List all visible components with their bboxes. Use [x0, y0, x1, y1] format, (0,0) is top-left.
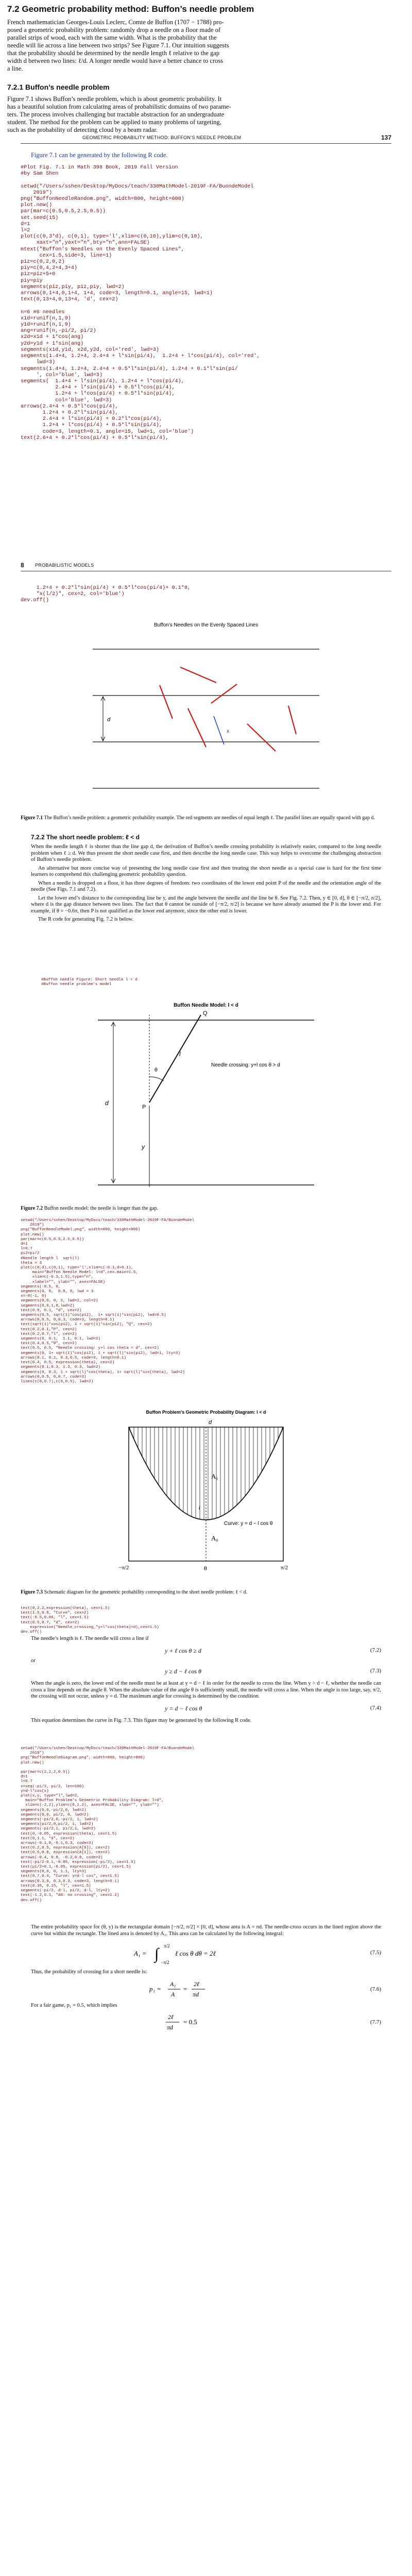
figure-7-3: [103, 1406, 309, 1577]
equation-7-7-den: πd: [167, 2024, 174, 2031]
code-line: x2d=x1d + 1*cos(ang): [21, 334, 84, 341]
fig73-pi-label: π/2: [281, 1565, 288, 1571]
code-line: segments(0.1,0.3, 1.3, 0.3, lwd=2): [21, 1365, 100, 1370]
fig71-needles: [160, 667, 296, 751]
code-line: xlim=c(-2,2),ylim=c(0,1.2), axes=FALSE, xlab="", ylab=""): [21, 1803, 159, 1808]
code-line: text(-pi/2-0.1,-0.05, expression(-pi/2), cex=1.5): [21, 1860, 136, 1865]
intro-line: needle will lie across a line between two strips? See Figure 7.1. Our intuition suggests: [7, 42, 229, 49]
code-line: segments(1.4+4, 1.2+4, 2.4+4 + 0.5*l*sin(pi/4), 1.2+4 + 0.1*l*sin(pi/: [21, 366, 238, 372]
code-line: y2d=y1d + 1*sin(ang): [21, 341, 84, 347]
code-line: l=2: [21, 228, 30, 234]
running-header-2-title: PROBABILISTIC MODELS: [35, 563, 94, 568]
code-line: text(-1.2,0.1, "A0: no crossing", cex=1.2): [21, 1893, 119, 1898]
figure-7-3-caption: [21, 1589, 391, 1596]
code-line: text(-0.5,0.06, "l", cex=1.5): [21, 1616, 89, 1620]
figure-7-2-caption-label: Figure 7.2: [21, 1206, 43, 1211]
equation-7-5-lower: −π/2: [161, 1960, 169, 1965]
code-line: text(0,1.1, "d", cex=2): [21, 1836, 75, 1841]
running-header-page: 137: [381, 134, 391, 141]
section-7-2-1-line: such as the probability of detecting cloud by a beam radar.: [7, 126, 158, 133]
fig71-needle-5: [247, 724, 276, 751]
code-line: cex=1.5,side=3, line=1): [21, 252, 112, 259]
code-line: piz=c(0,2,0,2): [21, 259, 65, 265]
code-line: 2019"): [21, 1751, 44, 1756]
code-line: plot(c(0,3*d), c(0,1), type='l',xlim=c(0,10),ylim=c(0,10),: [21, 234, 203, 240]
code-line: setwd("/Users/sshen/Desktop/MyDocs/teach/330MathModel-2019F-FA/BuondeModel: [21, 183, 254, 190]
code-line: #Buffon needle Figure: Short needle l < d: [41, 978, 138, 982]
section-7-2-2-paras: [31, 844, 381, 923]
section-7-2-1-line: student. The method for the problem can be applied to many problems of targeting,: [7, 118, 221, 126]
code-line: set.seed(15): [21, 215, 59, 221]
figure-7-2-caption-text: Buffon needle model: the needle is longer than the gap.: [44, 1206, 159, 1211]
curve-determines-paragraph: This equation determines the curve in Fig. 7.3. This figure may be generated by the following R code.: [31, 1717, 252, 1723]
equation-7-6-eq: =: [183, 1985, 187, 1993]
fig72-q-label: Q: [203, 1010, 208, 1016]
fig71-generated-sentence: [31, 151, 381, 159]
figure-7-2-caption: [21, 1206, 391, 1212]
section-7-2-1-line: has a beautiful solution from calculating areas of probabilistic domains of two parame-: [7, 103, 231, 110]
equation-7-5-number: (7.5): [370, 1950, 381, 1956]
code-line: segments(0,0, 0, 1.1, lty=3): [21, 1870, 87, 1874]
code-line: x=seq(-pi/2, pi/2, len=100): [21, 1784, 84, 1789]
code-line: arrows(0.1, 0.1, 0.3,0.5, code=3, length=0.1): [21, 1355, 127, 1360]
code-line: "x(l/2)", cex=2, col='blue'): [21, 591, 125, 598]
equation-7-6-den2: πd: [193, 1990, 199, 1998]
code-line: main="Buffon Needle Model: l<d",cex.main=1.5,: [21, 1270, 138, 1275]
intro-line: parallel strips of wood, each with the same width. What is the probability that the: [7, 34, 217, 41]
figure-7-1-caption: [21, 815, 391, 821]
code-line: text(pi/2+0.1,-0.05, expression(pi/2), cex=1.5): [21, 1865, 131, 1870]
code-line: d=1: [21, 1242, 28, 1247]
equation-7-6-number: (7.6): [370, 1986, 381, 1992]
fig72-needle: [149, 1015, 201, 1103]
code-line: segments(0,5, sqrt(1)*cos(pi2), 1+ sqrt(1)*sin(pi2), lwd=0.5): [21, 1313, 166, 1318]
code-line: segments(0, 1+ sqrt(1)*cos(pi2), 1 + sqrt(l)*sin(pi2), lwd=1, lty=3): [21, 1351, 180, 1355]
fig71-needle-2: [180, 667, 216, 683]
section-7-2-1-line: Figure 7.1 shows Buffon’s needle problem, which is about geometric probability. It: [7, 95, 222, 103]
fig72-theta-arc: [149, 1077, 164, 1081]
code-line: par(mar=c(0.5,0.5,2.5,0.5)): [21, 209, 106, 215]
equation-7-7: [31, 2012, 381, 2032]
code-line: piy=c(0,4,2+4,3+4): [21, 265, 78, 272]
equation-7-7-rhs: = 0.5: [183, 2018, 197, 2026]
fig71-needle-3: [188, 708, 206, 747]
code-line: text(2.6+4 + 0.2*l*cos(pi/4) + 0.5*l*sin(pi/4),: [21, 435, 169, 441]
fig72-y-label: y: [142, 1143, 145, 1150]
code-line: plot.new(): [21, 202, 53, 209]
code-line: #Needle length l sqrt(l): [21, 1256, 79, 1261]
code-line: segments(-0.5, 0,: [21, 1284, 61, 1289]
code-line: segments(x1d,y1d, x2d,y2d, col='red', lwd=3): [21, 347, 159, 353]
code-line: 1.2+4 + 0.2*l*sin(pi/4) + 0.5*l*cos(pi/4)+ 0.1*8,: [21, 585, 191, 591]
equation-7-2-body: y + ℓ cos θ ≥ d: [165, 1647, 201, 1654]
fig71-needle-4: [211, 684, 237, 703]
code-line: text(0.5,0.7, "d", cex=2): [21, 1620, 79, 1625]
code-line: l=0.7: [21, 1247, 32, 1251]
figure-7-2: [82, 999, 330, 1195]
code-line: 2019"): [21, 190, 53, 196]
code-line: arrows(0.3,0, 0.3,0.3, code=3, length=0.1): [21, 1879, 119, 1884]
fig71-ref[interactable]: Figure 7.1 can be generated by the following R code.: [31, 151, 168, 159]
equation-7-7-num: 2ℓ: [168, 2013, 174, 2021]
section-7-2-2-paragraph: When a needle is dropped on a floor, it has three degrees of freedom: two coordinates of the lower end point P of the needle and the orientation angle of the needle (See Figs. 7.1 and 7.2).: [31, 880, 381, 892]
intro-line: French mathematician Georges-Louis Leclerc, Comte de Buffon (1707 − 1788) pro-: [7, 19, 224, 26]
equation-7-7-number: (7.7): [370, 2019, 381, 2025]
intro-line: width d between two lines: ℓ/d. A longer needle would have a better chance to cross: [7, 57, 224, 64]
code-line: text(0.9, 0.1, "d", cex=2): [21, 1308, 82, 1313]
running-header-2: [21, 562, 391, 571]
code-line: segments(piz,piy, piz,piy, lwd=2): [21, 284, 125, 290]
code-line: xlim=c(-0.3,1.5),type="n",: [21, 1275, 94, 1280]
section-7-2-1-line: ters. The process involves challenging but tractable abstraction for an undergraduate: [7, 111, 225, 118]
equation-7-6-lhs: p₁ =: [149, 1985, 162, 1993]
code-line: x=-0(-1, 0): [21, 1294, 47, 1299]
figure-7-1-plot: [82, 618, 330, 804]
code-line: segments(0,0, pi/2, 0, lwd=2): [21, 1812, 89, 1817]
intro-line: a line.: [7, 65, 23, 72]
code-line: ang=runif(n,-pi/2, pi/2): [21, 328, 96, 334]
code-line: text(0.35, 0.15, "l", cex=1.5): [21, 1884, 91, 1888]
code-line: segments(pi/2,0,pi/2, 1, lwd=2): [21, 1822, 94, 1827]
equation-7-6-den1: A: [171, 1990, 175, 1998]
code-line: segments(0, 0, 0.8, 0, lwd = 3: [21, 1290, 94, 1294]
code-line: theta = 3: [21, 1261, 42, 1265]
code-line: text(0,-0.05, expression(theta), cex=1.5): [21, 1832, 117, 1836]
code-line: segments(-pi/2,1, pi/2,1, lwd=2): [21, 1827, 96, 1832]
code-line: #by Sam Shen: [21, 171, 59, 177]
code-line: arrows(0,0.5, 0,0.3, code=3, length=0.1): [21, 1318, 115, 1323]
code-line: segments(0,0,1,0,lwd=2): [21, 1303, 75, 1308]
code-line: plot.new(): [21, 1760, 44, 1765]
code-line: code=3, length=0.1, angle=15, lwd=1, col='blue'): [21, 429, 194, 435]
fig73-a0-label: A₀: [211, 1534, 218, 1542]
section-7-2-2-paragraph: When the needle length ℓ is shorter than the line gap d, the derivation of Buffon’s needle crossing probability is relatively easier, compared to the long needle problem when ℓ ≥ d. We thus present the short needle case first, and then describe the long needle case. This way helps to overcome the challenging abstraction of Buffon’s needle problem.: [31, 844, 381, 862]
figure-7-1-caption-text: The Buffon’s needle problem: a geometric probability example. The red segments are needles of equal length ℓ. The parallel lines are equally spaced with gap d.: [44, 815, 375, 821]
or-word: or: [31, 1657, 36, 1664]
code-line: text(0,13+4,0,13+4, 'd', cex=2): [21, 297, 118, 303]
fig71-needle-6: [288, 706, 296, 734]
code-block-fig71-end: [21, 585, 391, 604]
fig71-blue-marker: [214, 716, 229, 744]
fig71-x-label: x: [227, 728, 229, 734]
code-line: segments(0, 0.3, 1 + sqrt(l)*cos(theta), 1+ sqrt(l)*sin(theta), lwd=2): [21, 1370, 185, 1375]
fair-game-sentence: For a fair game, p₁ = 0.5, which implies: [31, 2002, 117, 2008]
code-line: par(mar=c(2,2,2,0.5)): [21, 1770, 70, 1775]
code-line: setwd("/Users/sshen/Desktop/MyDocs/teach/330MathModel-2019F-FA/BuondeModel: [21, 1747, 195, 1751]
equation-7-5-lhs: A₁ =: [134, 1950, 147, 1957]
section-7-2-2-paragraph: The R code for generating Fig. 7.2 is below.: [38, 917, 134, 922]
code-line: main="Buffon Problem's Geometric Probability Diagram: l<d",: [21, 1799, 164, 1803]
code-line: 1.2+4 + l*cos(pi/4) + 0.5*l*sin(pi/4),: [21, 391, 175, 397]
code-line: dev.off(): [21, 1630, 42, 1635]
code-line: text(1.5,0.8, "Curve", cex=2): [21, 1611, 89, 1616]
code-line: text(sqrt(1)*cos(pi2), 1 + sqrt(1)*sin(pi2), "Q", cex=2): [21, 1323, 152, 1327]
equation-7-2-number: (7.2): [370, 1647, 381, 1653]
running-header-2-page: 8: [21, 562, 24, 569]
code-line: arrows(-0.4, 0.8, -0.2,0.8, code=3): [21, 1855, 103, 1860]
code-line: text(0.7,0.4, "Curve: y=d-l cos", cex=1.5): [21, 1874, 119, 1879]
equation-7-5-integral: ∫: [154, 1945, 159, 1962]
fig71-plot-title: Buffon’s Needles on the Evenly Spaced Lines: [154, 622, 258, 628]
section-7-2-2-title: 7.2.2 The short needle problem: ℓ < d: [31, 834, 140, 841]
fig72-l-label: l: [179, 1050, 181, 1058]
code-line: xlabel="", ylab="", axes=FALSE): [21, 1280, 106, 1284]
code-line: arrows(2.4+4 + 0.5*l*cos(pi/4),: [21, 403, 118, 410]
code-line: text(0,2.2,expression(theta), cex=1.5): [21, 1606, 110, 1611]
code-line: 1.2+4 + l*cos(pi/4) + 0.5*l*sin(pi/4),: [21, 422, 163, 429]
code-block-fig71: [21, 165, 391, 442]
code-line: arrows(0,1+4,0,1+4, 1+4, code=3, length=0.1, angle=15, lwd=1): [21, 291, 213, 297]
equation-7-6-num2: 2ℓ: [194, 1980, 199, 1988]
fig71-needle-1: [160, 685, 173, 719]
equation-7-5-upper: π/2: [164, 1943, 170, 1948]
running-header-title: GEOMETRIC PROBABILITY METHOD: BUFFON’S NEEDLE PROBLEM: [82, 135, 242, 140]
equation-7-5-integrand: ℓ cos θ dθ = 2ℓ: [175, 1950, 216, 1957]
fig71-blue-segment: [214, 716, 224, 744]
code-line: segments(0, 0.1, 1.1, 0.1, lwd=2): [21, 1337, 100, 1342]
needle-length-sentence: The needle’s length is ℓ. The needle will cross a line if: [31, 1636, 149, 1641]
code-line: plot(x,y, type="l",lwd=2,: [21, 1794, 79, 1799]
code-line: dev.off(): [21, 1898, 42, 1903]
code-line: y1d=runif(n,1,9): [21, 322, 71, 328]
code-line: text(0.2,0.7,"l", cex=2): [21, 1332, 77, 1336]
code-line: mtext("Buffon's Needles on the Evenly Spaced Lines",: [21, 246, 184, 252]
equation-7-3: [31, 1666, 381, 1677]
code-line: segments(-pi/2, d-l, pi/2, d-l, lty=2): [21, 1889, 110, 1893]
fig71-gap-arrow: [101, 697, 111, 741]
equation-7-7-graphic: [165, 2012, 227, 2032]
code-line: expression("Needle_crossing_"y+l*cos(theta)>d),cex=1.5): [21, 1625, 159, 1630]
fig72-plot-title: Buffon Needle Model: l < d: [174, 1003, 238, 1008]
figure-7-3-caption-label: Figure 7.3: [21, 1589, 43, 1595]
code-line: 2.4+4 + l*sin(pi/4) + 0.5*l*cos(pi/4),: [21, 385, 175, 391]
equation-7-3-number: (7.3): [370, 1668, 381, 1674]
code-line: text(0.5, 0.5, "Needle crossing: y+l cos theta > d", cex=2): [21, 1346, 159, 1351]
code-line: piy=piy: [21, 278, 43, 284]
equation-7-4-number: (7.4): [370, 1704, 381, 1711]
section-7-2-intro: [7, 19, 405, 73]
code-line: lwd=3): [21, 360, 56, 366]
fig73-theta-axis-label: θ: [204, 1565, 207, 1572]
fig72-d-label: d: [105, 1099, 109, 1107]
section-7-2-2-continued: [31, 1636, 381, 1724]
code-line: arrows(0,0.5, 0,0.7, code=3): [21, 1375, 87, 1379]
code-line: col='blue', lwd=3): [21, 397, 112, 403]
code-line: setwd("/Users/sshen/Desktop/MyDocs/teach/330MathModel-2019F-FA/BuondeModel: [21, 1218, 195, 1223]
code-line: png("BuffonNeedleRandom.png", width=800, height=600): [21, 196, 184, 202]
figure-7-2-plot: [82, 999, 330, 1195]
figure-7-3-caption-text: Schematic diagram for the geometric probability corresponding to the short needle problem: ℓ < d.: [44, 1589, 248, 1595]
section-7-2-2-final: [31, 1924, 381, 2032]
fig72-p-label: P: [142, 1104, 146, 1110]
equation-7-4-body: y = d − ℓ cos θ: [165, 1704, 202, 1712]
intro-line: posed a geometric probability problem: randomly drop a needle on a floor made of: [7, 26, 221, 33]
code-line: y=d-l*cos(x): [21, 1789, 49, 1793]
code-line: plot.new(): [21, 1232, 44, 1237]
fig72-theta-label: θ: [154, 1066, 158, 1073]
code-line: par(mar=c(0.5,0.5,2.5,0.5)): [21, 1237, 84, 1242]
fig73-a1-label: A₁: [211, 1472, 218, 1480]
code-line: #Plot Fig. 7.1 in Math 398 Book, 2019 Fall Version: [21, 165, 178, 171]
section-7-2-2-paragraph: An alternative but more concise way of presenting the long needle case first and then treating the short needle as a special case is hard for the first time learners to comprehend this challenging geometric probability question.: [31, 865, 381, 877]
code-line: xaxt="n",yaxt="n",bty="n",ann=FALSE): [21, 240, 150, 246]
figure-7-3-plot: [103, 1406, 309, 1577]
code-line: n=6 #6 needles: [21, 309, 65, 315]
code-line: text(0.4, 0.5, expression(theta), cex=2): [21, 1361, 115, 1365]
code-line: segments(0,0,-pi/2,0, lwd=2): [21, 1808, 87, 1812]
code-block-fig73: [21, 1747, 391, 1903]
code-line: pi2=pi/2: [21, 1251, 40, 1256]
equation-7-5-graphic: [134, 1941, 268, 1966]
section-7-2-1-title: 7.2.1 Buffon’s needle problem: [7, 83, 110, 91]
code-line: text(0.5,0.8, expression(A[1]), cex=2): [21, 1851, 110, 1855]
code-line: arrows(-0.1,0,-0.1,0.3, code=3): [21, 1841, 94, 1846]
equation-7-6: [31, 1979, 381, 1999]
code-line: 2.4+4 + l*sin(pi/4) + 0.2*l*cos(pi/4),: [21, 416, 163, 422]
intro-line: that the probability should be determined by the needle length ℓ relative to the gap: [7, 49, 220, 57]
code-line: l=0.7: [21, 1780, 32, 1784]
equation-7-6-num1: A₁: [170, 1980, 176, 1988]
code-line: d=1: [21, 1775, 28, 1780]
fig71-parallel-lines: [93, 649, 319, 788]
code-block-fig72-tail: [21, 1606, 391, 1635]
fig73-plot-title: Buffon Problem's Geometric Probability Diagram: l < d: [146, 1410, 266, 1415]
code-line: text(0.2,0.5, expression(A[0]), cex=2): [21, 1846, 110, 1851]
code-line: png("BuffonNeedleModel.png", width=800, height=800): [21, 1228, 141, 1232]
code-line: 2019"): [21, 1223, 44, 1228]
code-line: 1.2+4 + 0.2*l*sin(pi/4),: [21, 410, 118, 416]
fig71-d-label: d: [107, 717, 111, 723]
section-7-2-2-paragraph: Let the lower end’s distance to the corresponding line be y, and the angle between the needle and the line be θ. See Fig. 7.2. Then, y ∈ [0, d], θ ∈ [−π/2, π/2], where d is the gap distance between two lines. The fact that θ cannot be outside of [−π/2, π/2] is because we have already assumed the P is the lower end. For example, if θ = −0.6π, then P is not qualified as the lower end anymore, since the other end is lower.: [31, 895, 381, 914]
equation-7-3-body: y ≥ d − ℓ cos θ: [165, 1668, 201, 1675]
section-7-2-title: 7.2 Geometric probability method: Buffon’s needle problem: [7, 4, 254, 14]
equation-7-2: [31, 1646, 381, 1657]
fig72-crossing-label: Needle crossing: y+l cos θ > d: [211, 1062, 280, 1068]
fig73-neg-pi-label: −π/2: [118, 1565, 129, 1571]
code-line: d=1: [21, 221, 30, 227]
equation-7-4: [31, 1703, 381, 1715]
code-line: png("BuffonNeedleDiagram.png", width=800, height=800): [21, 1756, 145, 1760]
figure-7-1: [82, 618, 330, 804]
code-line: segments( 1.4+4 + l*sin(pi/4), 1.2+4 + l*cos(pi/4),: [21, 378, 184, 384]
figure-7-1-caption-label: Figure 7.1: [21, 815, 43, 821]
code-line: plot(c(0,d),c(0,1), type='l',xlim=c(-0.1,d+0.1),: [21, 1266, 133, 1270]
equation-7-6-graphic: [149, 1979, 242, 1999]
code-line: text(0.2,0.1,"P", cex=2): [21, 1327, 77, 1332]
running-header: [21, 134, 391, 144]
code-line: dev.off(): [21, 598, 49, 604]
code-line: x1d=runif(n,1,9): [21, 315, 71, 321]
code-line: #Buffon needle problem's model: [41, 982, 112, 987]
probability-space-paragraph: The entire probability space for (θ, y) is the rectangular domain [−π/2, π/2] × [0, d], whose area is A = πd. The needle-cross occurs in the lined region above the curve but within the rectangle. The lined area is denoted by A₁. This area can be calculated by the following integral:: [31, 1924, 381, 1937]
code-line: segments(1.4+4, 1.2+4, 2.4+4 + l*sin(pi/4), 1.2+4 + l*cos(pi/4), col='red',: [21, 353, 260, 360]
probability-sentence: Thus, the probability of crossing for a short needle is:: [31, 1969, 147, 1975]
fig73-d-label: d: [209, 1419, 212, 1426]
fig73-l-label: l: [199, 1505, 200, 1511]
angle-zero-paragraph: When the angle is zero, the lower end of the needle must be at least at y = d − ℓ in order for the needle to cross the line. When y > d − ℓ, whether the needle can cross a line depends on the angle θ. When the absolute value of the angle θ is sufficiently small, the needle will cross a line. When the angle is too large, say, π/2, the crossing will not occur, unless y = d. The maximum angle for crossing is determined by the condition.: [31, 1681, 381, 1699]
section-7-2-1-para: [7, 95, 405, 134]
code-line: segments(0,0, 0, 2, lwd=2, col=2): [21, 1299, 98, 1303]
code-line: text(0.4,0.5,"θ", cex=2): [21, 1342, 77, 1346]
code-block-fig72-header: [41, 978, 371, 987]
code-line: piz=piz+5+0: [21, 272, 56, 278]
fig73-curve-label: Curve: y = d − l cos θ: [224, 1521, 273, 1527]
code-line: lines(c(0,0.7),c(0,0.5), lwd=2): [21, 1379, 94, 1384]
equation-7-5: [31, 1941, 381, 1966]
code-line: ', col='blue', lwd=3): [21, 372, 102, 378]
code-block-fig72: [21, 1218, 391, 1384]
code-line: segments(-pi/2,0,-pi/2, 1, lwd=2): [21, 1818, 98, 1822]
